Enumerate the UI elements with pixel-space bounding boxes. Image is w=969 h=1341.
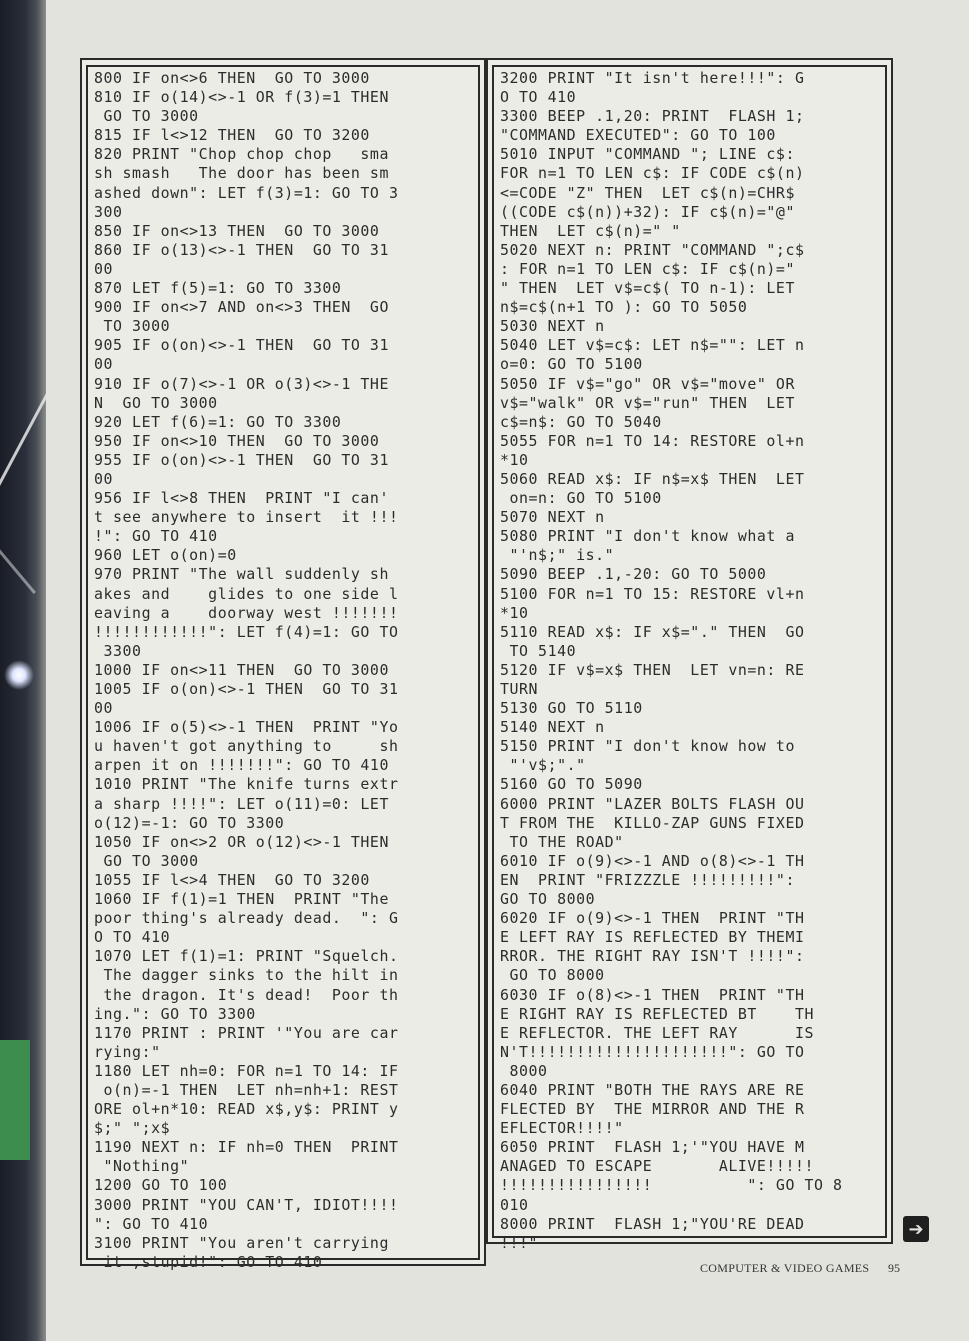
code-line: 5140 NEXT n xyxy=(500,718,605,737)
code-line: 905 IF o(on)<>-1 THEN GO TO 31 xyxy=(94,336,389,355)
code-line: 5010 INPUT "COMMAND "; LINE c$: xyxy=(500,145,795,164)
code-line: 1200 GO TO 100 xyxy=(94,1176,228,1195)
code-line: 970 PRINT "The wall suddenly sh xyxy=(94,565,389,584)
code-line: arpen it on !!!!!!!": GO TO 410 xyxy=(94,756,389,775)
code-line: sh smash The door has been sm xyxy=(94,164,389,183)
listing-frame-left xyxy=(86,65,480,1271)
code-line: ": GO TO 410 xyxy=(94,1214,209,1233)
code-line: ANAGED TO ESCAPE ALIVE!!!!! xyxy=(500,1157,814,1176)
arrow-right-icon: ➔ xyxy=(903,1216,929,1242)
green-block xyxy=(0,1040,30,1160)
code-line: 900 IF on<>7 AND on<>3 THEN GO xyxy=(94,298,389,317)
code-line: eaving a doorway west !!!!!!! xyxy=(94,603,399,622)
code-line: $;" ";x$ xyxy=(94,1119,171,1138)
code-line: 00 xyxy=(94,699,114,718)
code-line: 800 IF on<>6 THEN GO TO 3000 xyxy=(94,69,370,87)
code-line: u haven't got anything to sh xyxy=(94,737,399,756)
code-line: RROR. THE RIGHT RAY ISN'T !!!!": xyxy=(500,947,805,966)
code-line: 6010 IF o(9)<>-1 AND o(8)<>-1 TH xyxy=(500,851,805,870)
code-line: T FROM THE KILLO-ZAP GUNS FIXED xyxy=(500,813,805,832)
code-line: ashed down": LET f(3)=1: GO TO 3 xyxy=(94,183,399,202)
code-line: 820 PRINT "Chop chop chop sma xyxy=(94,145,389,164)
code-line: a sharp !!!!": LET o(11)=0: LET xyxy=(94,794,389,813)
code-line: akes and glides to one side l xyxy=(94,584,399,603)
code-line: 860 IF o(13)<>-1 THEN GO TO 31 xyxy=(94,240,389,259)
code-line: E RIGHT RAY IS REFLECTED BT TH xyxy=(500,1004,814,1023)
code-line: poor thing's already dead. ": G xyxy=(94,909,399,928)
code-line: E REFLECTOR. THE LEFT RAY IS xyxy=(500,1023,814,1042)
code-line: o(n)=-1 THEN LET nh=nh+1: REST xyxy=(94,1080,399,1099)
code-line: !!!!!!!!!!!!!!!! ": GO TO 8 xyxy=(500,1176,843,1195)
code-line: on=n: GO TO 5100 xyxy=(500,489,662,508)
code-line: TO THE ROAD" xyxy=(500,832,624,851)
code-line: ing.": GO TO 3300 xyxy=(94,1004,256,1023)
code-line: TO 3000 xyxy=(94,317,171,336)
code-line: "COMMAND EXECUTED": GO TO 100 xyxy=(500,126,776,145)
code-line: 5110 READ x$: IF x$="." THEN GO xyxy=(500,622,805,641)
code-line: 920 LET f(6)=1: GO TO 3300 xyxy=(94,412,342,431)
code-line: 5100 FOR n=1 TO 15: RESTORE vl+n xyxy=(500,584,805,603)
code-line: 3000 PRINT "YOU CAN'T, IDIOT!!!! xyxy=(94,1195,399,1214)
code-line: <=CODE "Z" THEN LET c$(n)=CHR$ xyxy=(500,183,795,202)
code-line: "'v$;"." xyxy=(500,756,586,775)
code-line: it ,stupid!": GO TO 410 xyxy=(94,1252,323,1271)
code-line: EN PRINT "FRIZZZLE !!!!!!!!!": xyxy=(500,870,795,889)
code-line: 300 xyxy=(94,202,123,221)
code-line: TO 5140 xyxy=(500,641,577,660)
code-line: rying:" xyxy=(94,1042,161,1061)
code-line: : FOR n=1 TO LEN c$: IF c$(n)=" xyxy=(500,259,795,278)
code-line: TURN xyxy=(500,680,539,698)
code-line: 6030 IF o(8)<>-1 THEN PRINT "TH xyxy=(500,985,805,1004)
code-line: 1050 IF on<>2 OR o(12)<>-1 THEN xyxy=(94,832,389,851)
code-line: 950 IF on<>10 THEN GO TO 3000 xyxy=(94,431,380,450)
code-line: 010 xyxy=(500,1195,529,1214)
program-listing-right xyxy=(500,69,881,1253)
code-line: 5120 IF v$=x$ THEN LET vn=n: RE xyxy=(500,660,805,679)
code-line: 1170 PRINT : PRINT '"You are car xyxy=(94,1023,399,1042)
code-line: 00 xyxy=(94,355,114,374)
code-line: 3300 xyxy=(94,641,142,660)
code-line: 1010 PRINT "The knife turns extr xyxy=(94,775,399,794)
code-line: "Nothing" xyxy=(94,1157,190,1176)
code-line: 5080 PRINT "I don't know what a xyxy=(500,527,795,546)
code-line: !!!!!!!!!!!!": LET f(4)=1: GO TO xyxy=(94,622,399,641)
code-line: 6000 PRINT "LAZER BOLTS FLASH OU xyxy=(500,794,805,813)
code-line: n$=c$(n+1 TO ): GO TO 5050 xyxy=(500,298,748,317)
code-line: o=0: GO TO 5100 xyxy=(500,355,643,374)
code-line: 5030 NEXT n xyxy=(500,317,605,336)
code-line: 1060 IF f(1)=1 THEN PRINT "The xyxy=(94,890,389,909)
code-line: FLECTED BY THE MIRROR AND THE R xyxy=(500,1100,805,1119)
light-streak xyxy=(0,389,51,541)
code-line: FOR n=1 TO LEN c$: IF CODE c$(n) xyxy=(500,164,805,183)
code-line: THEN LET c$(n)=" " xyxy=(500,221,681,240)
code-line: 5050 IF v$="go" OR v$="move" OR xyxy=(500,374,795,393)
code-line: 1000 IF on<>11 THEN GO TO 3000 xyxy=(94,660,389,679)
code-line: 8000 PRINT FLASH 1;"YOU'RE DEAD xyxy=(500,1214,805,1233)
code-line: 5055 FOR n=1 TO 14: RESTORE ol+n xyxy=(500,431,805,450)
code-line: EFLECTOR!!!!" xyxy=(500,1119,624,1138)
code-line: !!!" xyxy=(500,1233,539,1252)
code-line: 1005 IF o(on)<>-1 THEN GO TO 31 xyxy=(94,680,399,698)
code-line: N GO TO 3000 xyxy=(94,393,218,412)
code-line: 870 LET f(5)=1: GO TO 3300 xyxy=(94,279,342,298)
listing-column-right xyxy=(486,58,893,1252)
code-line: 1055 IF l<>4 THEN GO TO 3200 xyxy=(94,870,370,889)
code-line: o(12)=-1: GO TO 3300 xyxy=(94,813,285,832)
listing-column-left xyxy=(80,58,486,1271)
code-line: GO TO 8000 xyxy=(500,966,605,985)
code-line: ORE ol+n*10: READ x$,y$: PRINT y xyxy=(94,1100,399,1119)
code-line: GO TO 8000 xyxy=(500,890,596,909)
code-line: 3100 PRINT "You aren't carrying xyxy=(94,1233,389,1252)
code-line: the dragon. It's dead! Poor th xyxy=(94,985,399,1004)
code-line: GO TO 3000 xyxy=(94,851,199,870)
code-line: 850 IF on<>13 THEN GO TO 3000 xyxy=(94,221,380,240)
code-line: 6040 PRINT "BOTH THE RAYS ARE RE xyxy=(500,1080,805,1099)
code-line: *10 xyxy=(500,450,529,469)
code-line: t see anywhere to insert it !!! xyxy=(94,508,399,527)
page-number: 95 xyxy=(888,1261,900,1275)
code-line: "'n$;" is." xyxy=(500,546,615,565)
code-line: 5020 NEXT n: PRINT "COMMAND ";c$ xyxy=(500,240,805,259)
code-line: 6050 PRINT FLASH 1;'"YOU HAVE M xyxy=(500,1138,805,1157)
magazine-title: COMPUTER & VIDEO GAMES xyxy=(700,1261,870,1275)
code-line: 5040 LET v$=c$: LET n$="": LET n xyxy=(500,336,805,355)
code-line: 956 IF l<>8 THEN PRINT "I can' xyxy=(94,489,389,508)
code-line: 1070 LET f(1)=1: PRINT "Squelch. xyxy=(94,947,399,966)
code-line: *10 xyxy=(500,603,529,622)
code-line: 910 IF o(7)<>-1 OR o(3)<>-1 THE xyxy=(94,374,389,393)
code-line: O TO 410 xyxy=(500,88,577,107)
code-line: 00 xyxy=(94,259,114,278)
code-line: 5150 PRINT "I don't know how to xyxy=(500,737,795,756)
code-line: 3300 BEEP .1,20: PRINT FLASH 1; xyxy=(500,107,805,126)
code-line: 5060 READ x$: IF n$=x$ THEN LET xyxy=(500,469,805,488)
program-listing-left xyxy=(94,69,474,1272)
code-line: 815 IF l<>12 THEN GO TO 3200 xyxy=(94,126,370,145)
code-line: v$="walk" OR v$="run" THEN LET xyxy=(500,393,795,412)
star-flare xyxy=(4,660,34,690)
code-line: ((CODE c$(n))+32): IF c$(n)="@" xyxy=(500,202,795,221)
code-line: !": GO TO 410 xyxy=(94,527,218,546)
code-line: 5130 GO TO 5110 xyxy=(500,699,643,718)
code-line: 960 LET o(on)=0 xyxy=(94,546,237,565)
code-line: 5070 NEXT n xyxy=(500,508,605,527)
spine-photo xyxy=(0,0,46,1341)
code-line: 1006 IF o(5)<>-1 THEN PRINT "Yo xyxy=(94,718,399,737)
code-line: 6020 IF o(9)<>-1 THEN PRINT "TH xyxy=(500,909,805,928)
code-line: The dagger sinks to the hilt in xyxy=(94,966,399,985)
code-line: 00 xyxy=(94,469,114,488)
code-line: 1190 NEXT n: IF nh=0 THEN PRINT xyxy=(94,1138,399,1157)
code-line: 3200 PRINT "It isn't here!!!": G xyxy=(500,69,805,87)
code-line: O TO 410 xyxy=(94,928,171,947)
light-streak xyxy=(0,546,36,594)
code-line: 5160 GO TO 5090 xyxy=(500,775,643,794)
code-line: GO TO 3000 xyxy=(94,107,199,126)
code-line: 5090 BEEP .1,-20: GO TO 5000 xyxy=(500,565,767,584)
code-line: 810 IF o(14)<>-1 OR f(3)=1 THEN xyxy=(94,88,389,107)
code-line: E LEFT RAY IS REFLECTED BY THEMI xyxy=(500,928,805,947)
code-line: 955 IF o(on)<>-1 THEN GO TO 31 xyxy=(94,450,389,469)
code-line: 1180 LET nh=0: FOR n=1 TO 14: IF xyxy=(94,1061,399,1080)
code-line: N'T!!!!!!!!!!!!!!!!!!!!!": GO TO xyxy=(500,1042,805,1061)
code-line: 8000 xyxy=(500,1061,548,1080)
code-line: c$=n$: GO TO 5040 xyxy=(500,412,662,431)
code-line: " THEN LET v$=c$( TO n-1): LET xyxy=(500,279,795,298)
listing-frame-right xyxy=(492,65,887,1252)
